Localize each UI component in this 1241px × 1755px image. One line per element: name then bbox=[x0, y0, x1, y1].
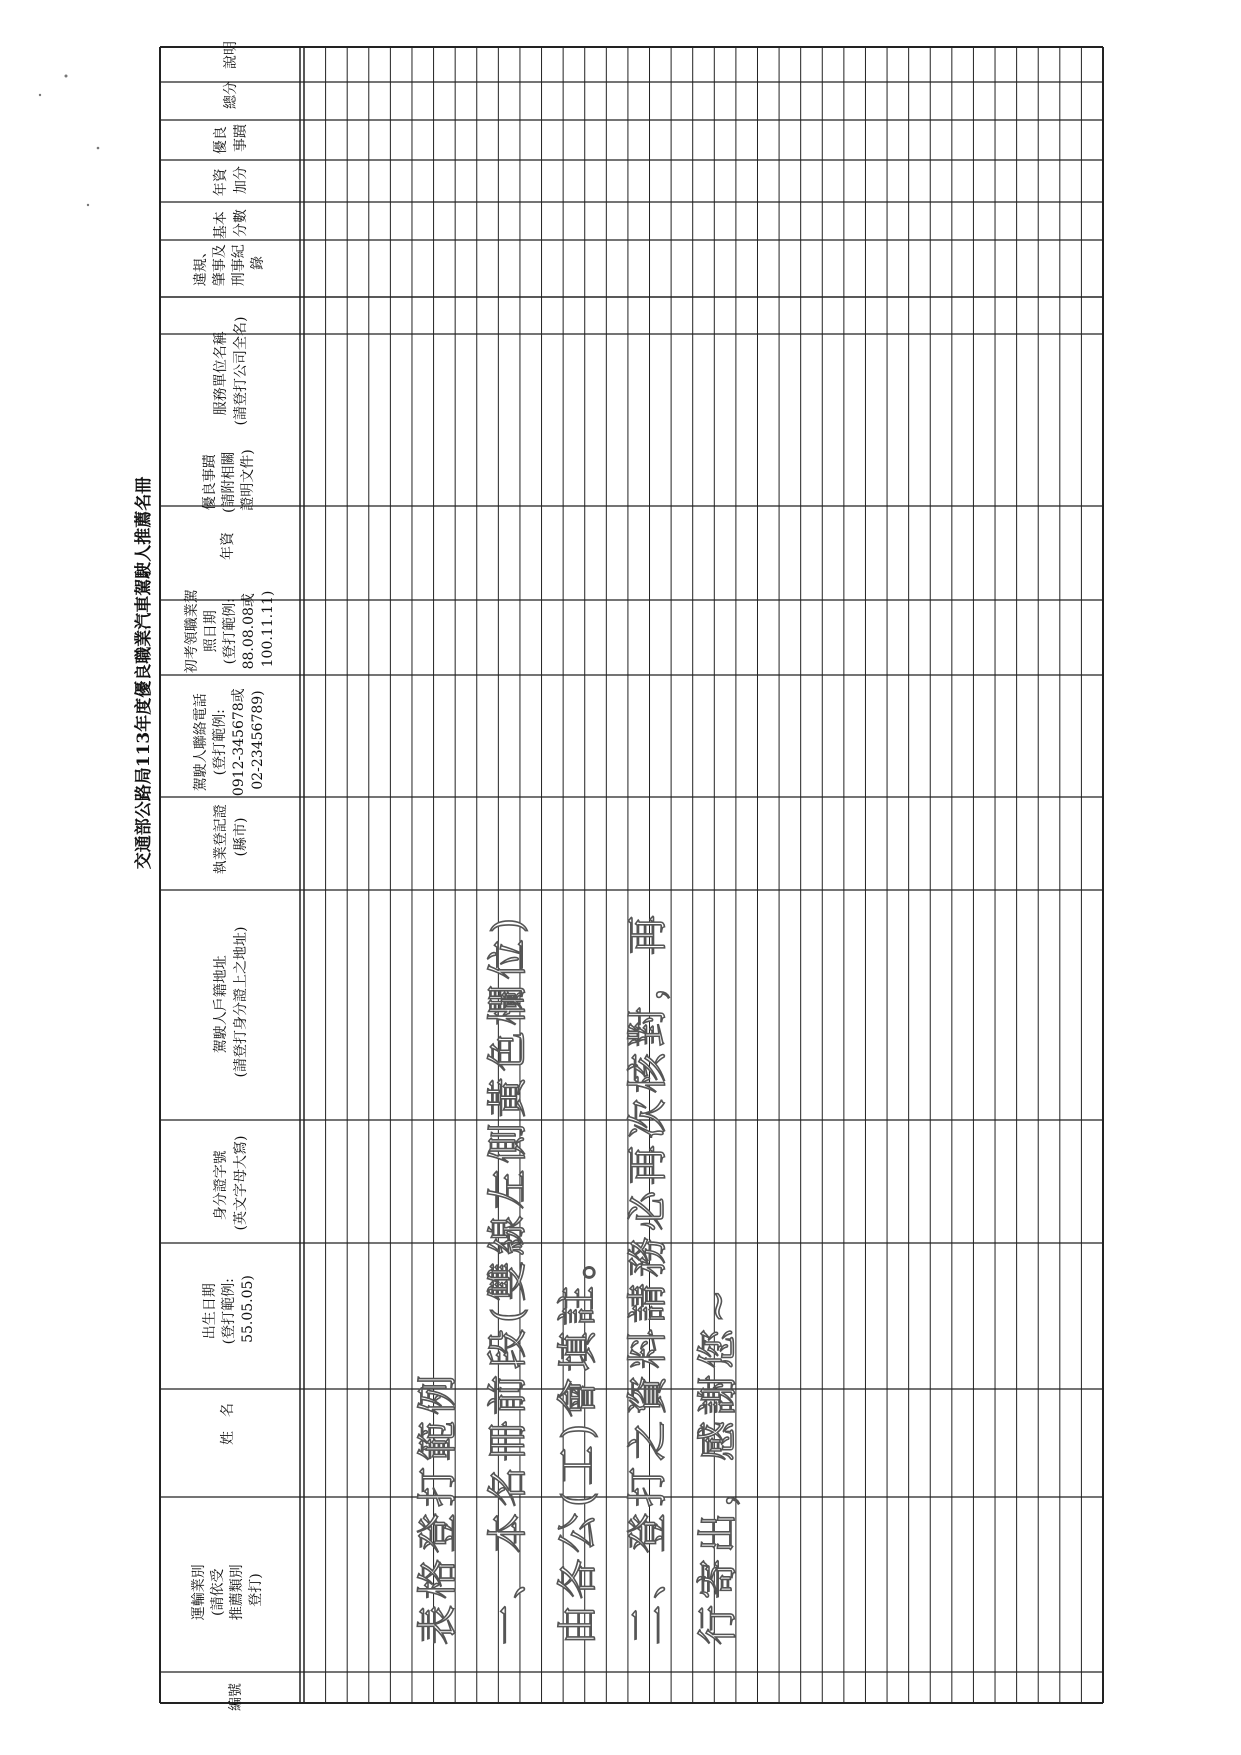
header-merits: 優良事蹟 (請附相關 證明文件) bbox=[202, 449, 256, 513]
header-violations: 違規、 肇事及 刑事紀 錄 bbox=[193, 244, 266, 287]
scan-speck bbox=[87, 204, 89, 206]
handwritten-note-line: 由各公(工)會填註。 bbox=[555, 1233, 601, 1645]
handwritten-note-line: 二、登打之資料請務必再次核對，再 bbox=[625, 909, 671, 1645]
scan-speck bbox=[65, 75, 68, 78]
header-seniority: 年資 bbox=[220, 532, 236, 560]
header-employer: 服務單位名稱 (請登打公司全名) bbox=[213, 316, 249, 426]
header-registration: 執業登記證 (縣市) bbox=[213, 804, 249, 875]
header-seniority-bonus: 年資 加分 bbox=[213, 166, 249, 197]
header-license-date: 初考領職業駕 照日期 (登打範例: 88.08.08或 100.11.11) bbox=[184, 589, 276, 674]
header-name: 姓 名 bbox=[220, 1403, 236, 1445]
header-birth-date: 出生日期 (登打範例: 55.05.05) bbox=[202, 1275, 256, 1345]
handwritten-note-line: 表格登打範例 bbox=[415, 1369, 461, 1645]
header-merit-items: 優良 事蹟 bbox=[213, 124, 249, 155]
header-transport-type: 運輸業別 (請依受 推薦類別 登打) bbox=[191, 1564, 264, 1621]
header-address: 駕駛人戶籍地址 (請登打身分證上之地址) bbox=[213, 926, 249, 1078]
handwritten-note-line: 行寄出，感謝您~ bbox=[695, 1283, 741, 1645]
scan-speck bbox=[39, 94, 41, 96]
header-id-number: 身分證字號 (英文字母大寫) bbox=[213, 1135, 249, 1231]
header-total-score: 總分 bbox=[223, 81, 239, 109]
header-serial: 編號 bbox=[228, 1683, 244, 1711]
header-notes: 說明 bbox=[223, 41, 239, 69]
header-phone: 駕駛人聯絡電話 (登打範例: 0912-345678或 02-23456789) bbox=[193, 688, 266, 797]
header-base-score: 基本 分數 bbox=[213, 209, 249, 240]
handwritten-note-line: 一、本名冊前段(雙線左側黃色欄位) bbox=[485, 911, 531, 1645]
scan-speck bbox=[97, 147, 100, 150]
document-title: 交通部公路局113年度優良職業汽車駕駛人推薦名冊 bbox=[134, 476, 154, 870]
